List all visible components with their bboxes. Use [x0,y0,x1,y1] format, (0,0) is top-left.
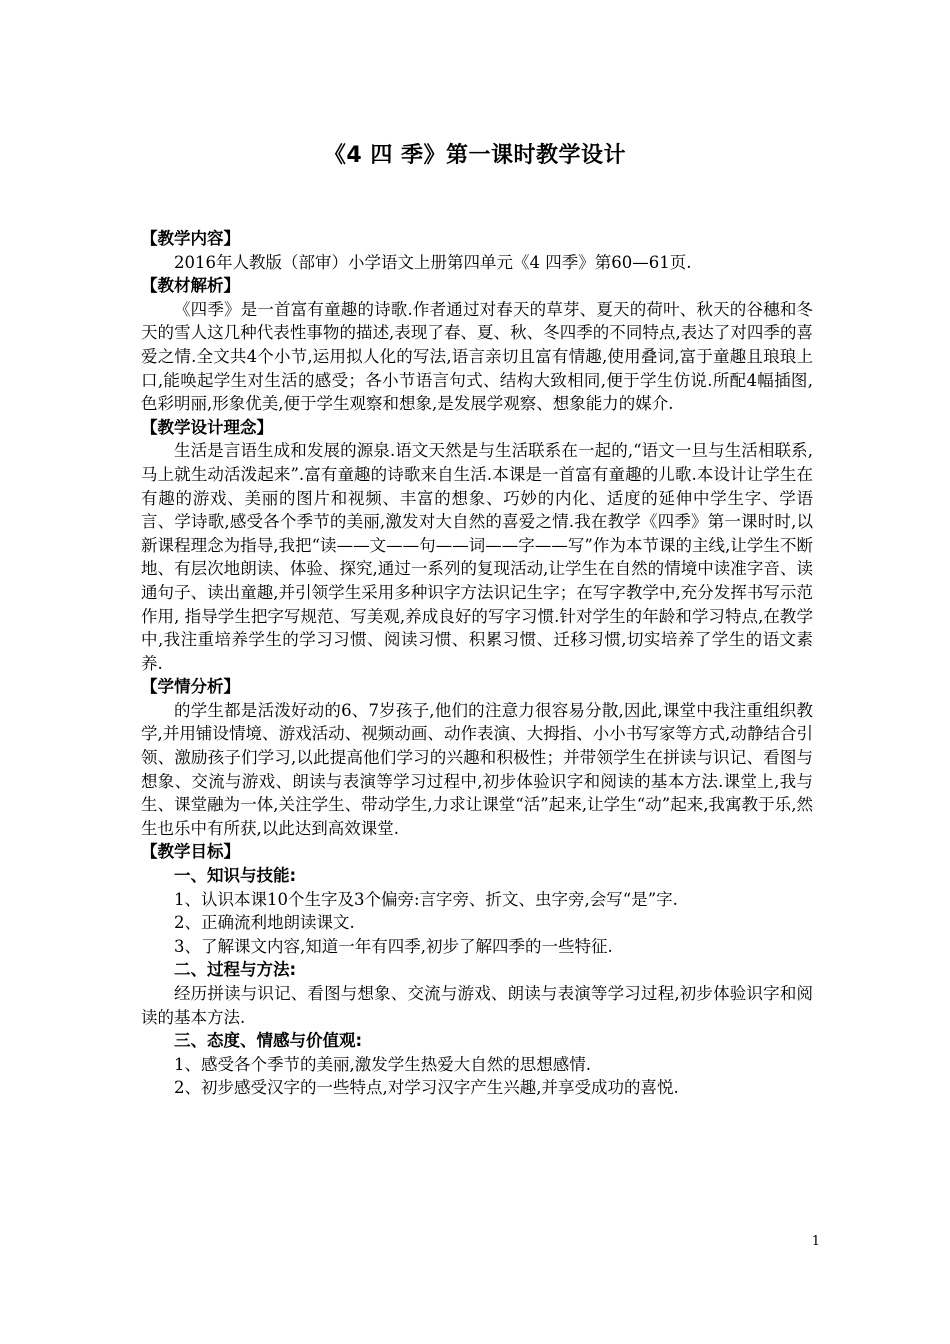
section-heading-analysis: 【教材解析】 [141,276,240,296]
section-text-learners: 的学生都是活泼好动的6、7岁孩子,他们的注意力很容易分散,因此,课堂中我注重组织教学,并用铺设情境、游戏活动、视频动画、动作表演、大拇指、小小书写家等方式,动静结合引领、激励孩子们学习,以此提高他们学习的兴趣和积极性；并带领学生在拼读与识记、看图与想象、交流与游戏、朗读与表演等学习过程中,初步体验识字和阅读的基本方法.课堂上,我与生、课堂融为一体,关注学生、带动学生,力求让课堂“活”起来,让学生“动”起来,我寓教于乐,然生也乐中有所获,以此达到高效课堂. [141,700,813,838]
section-text-concept: 生活是言语生成和发展的源泉.语文天然是与生活联系在一起的,“语文一旦与生活相联系,马上就生动活泼起来”.富有童趣的诗歌来自生活.本课是一首富有童趣的儿歌.本设计让学生在有趣的游戏、美丽的图片和视频、丰富的想象、巧妙的内化、适度的延伸中学生字、学语言、学诗歌,感受各个季节的美丽,激发对大自然的喜爱之情.我在教学《四季》第一课时时,以新课程理念为指导,我把“读——文——句——词——字——写”作为本节课的主线,让学生不断地、有层次地朗读、体验、探究,通过一系列的复现活动,让学生在自然的情境中读准字音、读通句子、读出童趣,并引领学生采用多种识字方法识记生字；在写字教学中,充分发挥书写示范作用, 指导学生把字写规范、写美观,养成良好的写字习惯.针对学生的年龄和学习特点,在教学中,我注重培养学生的学习习惯、阅读习惯、积累习惯、迁移习惯,切实培养了学生的语文素养. [141,441,813,673]
page-number: 1 [811,1234,820,1249]
goals-item: 3、了解课文内容,知道一年有四季,初步了解四季的一些特征. [174,936,613,956]
section-text-analysis: 《四季》是一首富有童趣的诗歌.作者通过对春天的草芽、夏天的荷叶、秋天的谷穗和冬天的雪人这几种代表性事物的描述,表现了春、夏、秋、冬四季的不同特点,表达了对四季的喜爱之情.全文共4个小节,运用拟人化的写法,语言亲切且富有情趣,使用叠词,富于童趣且琅琅上口,能唤起学生对生活的感受；各小节语言句式、结构大致相同,便于学生仿说.所配4幅插图,色彩明丽,形象优美,便于学生观察和想象,是发展学观察、想象能力的媒介. [141,299,813,414]
goals-subheading-knowledge: 一、知识与技能: [174,866,297,886]
section-text-content: 2016年人教版（部审）小学语文上册第四单元《4 四季》第60—61页. [174,252,692,272]
goals-item: 1、认识本课10个生字及3个偏旁:言字旁、折文、虫字旁,会写“是”字. [174,889,678,909]
section-heading-learners: 【学情分析】 [141,677,240,697]
document-title: 《4 四 季》第一课时教学设计 [323,143,627,168]
goals-item: 2、初步感受汉字的一些特点,对学习汉字产生兴趣,并享受成功的喜悦. [174,1078,679,1098]
goals-item: 2、正确流利地朗读课文. [174,913,355,933]
document-body [141,227,813,1100]
section-heading-concept: 【教学设计理念】 [141,417,273,437]
goals-process-text: 经历拼读与识记、看图与想象、交流与游戏、朗读与表演等学习过程,初步体验识字和阅读的基本方法. [141,984,813,1027]
section-heading-goals: 【教学目标】 [141,842,240,862]
section-heading-content: 【教学内容】 [141,229,240,248]
goals-subheading-process: 二、过程与方法: [174,960,297,980]
goals-subheading-attitude: 三、态度、情感与价值观: [174,1031,363,1051]
goals-item: 1、感受各个季节的美丽,激发学生热爱大自然的思想感情. [174,1054,591,1074]
